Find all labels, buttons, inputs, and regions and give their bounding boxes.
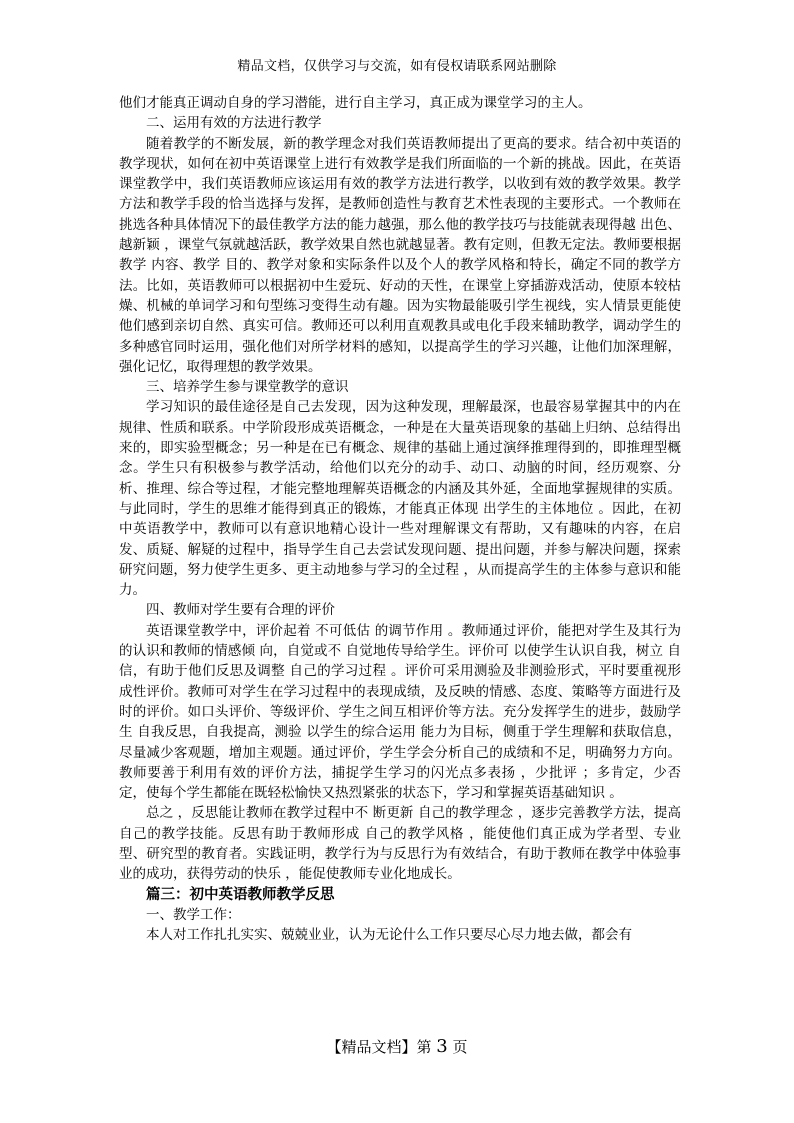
paragraph: 他们才能真正调动自身的学习潜能，进行自主学习，真正成为课堂学习的主人。 <box>119 95 592 111</box>
paragraph: 随着教学的不断发展，新的教学理念对我们英语教师提出了更高的要求。结合初中英语的教学现状，如何在初中英语课堂上进行有效教学是我们所面临的一个新的挑战。因此，在英语课堂教学中，我们英语教师应该运用有效的教学方法进行教学，以收到有效的教学效果。教学方法和教学手段的恰当选择与发挥，是教师创造性与教育艺术性表现的主要形式。一个教师在挑选各种具体情况下的最佳教学方法的能力越强，那么他的教学技巧与技能就表现得越 出色、越新颖 ，课堂气氛就越活跃，教学效果自然也就越显著。教有定则，但教无定法。教师要根据教学 内容、教学 目的、教学对象和实际条件以及个人的教学风格和特长，确定不同的教学方法。比如，英语教师可以根据初中生爱玩、好动的天性，在课堂上穿插游戏活动，使原本较枯燥、机械的单词学习和句型练习变得生动有趣。因为实物最能吸引学生视线，实人情景更能使他们感到亲切自然、真实可信。教师还可以利用直观教具或电化手段来辅助教学，调动学生的多种感官同时运用，强化他们对所学材料的感知，以提高学生的学习兴趣，让他们加深理解，强化记忆，取得理想的教学效果。 <box>119 135 681 375</box>
document-body <box>119 93 681 945</box>
section-heading: 一、教学工作： <box>146 906 241 923</box>
section-heading: 四、教师对学生要有合理的评价 <box>146 602 335 619</box>
paragraph: 学习知识的最佳途径是自己去发现，因为这种发现，理解最深，也最容易掌握其中的内在规律、性质和联系。中学阶段形成英语概念，一种是在大量英语现象的基础上归纳、总结得出来的，即实验型概念；另一种是在已有概念、规律的基础上通过演绎推理得到的，即推理型概念。学生只有积极参与教学活动，给他们以充分的动手、动口、动脑的时间，经历观察、分析、推理、综合等过程，才能完整地理解英语概念的内涵及其外延，全面地掌握规律的实质。与此同时，学生的思维才能得到真正的锻炼，才能真正体现 出学生的主体地位 。因此，在初中英语教学中，教师可以有意识地精心设计一些对理解课文有帮助，又有趣味的内容，在启发、质疑、解疑的过程中，指导学生自己去尝试发现问题、提出问题，并参与解决问题，探索研究问题，努力使学生更多、更主动地参与学习的全过程 ，从而提高学生的主体参与意识和能力。 <box>119 399 681 599</box>
page-number: 3 <box>436 1036 448 1057</box>
paragraph: 本人对工作扎扎实实、兢兢业业，认为无论什么工作只要尽心尽力地去做，都会有 <box>146 926 632 943</box>
footer-label: 【精品文档】第 <box>326 1038 432 1056</box>
section-heading: 三、培养学生参与课堂教学的意识 <box>146 379 349 396</box>
footer-suffix: 页 <box>452 1038 468 1056</box>
section-heading: 二、运用有效的方法进行教学 <box>146 115 322 132</box>
page-header-note: 精品文档，仅供学习与交流，如有侵权请联系网站删除 <box>237 59 557 74</box>
paragraph: 英语课堂教学中，评价起着 不可低估 的调节作用 。教师通过评价，能把对学生及其行为的认识和教师的情感倾 向，自觉或不 自觉地传导给学生。评价可 以使学生认识自我，树立 自信，有助于他们反思及调整 自己的学习过程 。评价可采用测验及非测验形式，平时要重视形成性评价。教师可对学生在学习过程中的表现成绩，及反映的情感、态度、策略等方面进行及时的评价。如口头评价、等级评价、学生之间互相评价等方法。充分发挥学生的进步，鼓励学生 自我反思，自我提高，测验 以学生的综合运用 能力为目标，侧重于学生理解和获取信息，尽量减少客观题，增加主观题。通过评价，学生学会分析自己的成绩和不足，明确努力方向。教师要善于利用有效的评价方法，捕捉学生学习的闪光点多表扬 ，少批评 ；多肯定，少否定，使每个学生都能在既轻松愉快又热烈紧张的状态下，学习和掌握英语基础知识 。 <box>119 622 681 802</box>
article-title: 篇三：初中英语教师教学反思 <box>146 885 335 903</box>
paragraph: 总之 ，反思能让教师在教学过程中不 断更新 自己的教学理念 ，逐步完善教学方法，提高自己的教学技能。反思有助于教师形成 自己的教学风格 ，能使他们真正成为学者型、专业型、研究型的教育者。实践证明，教学行为与反思行为有效结合，有助于教师在教学中体验事业的成功，获得劳动的快乐 ，能促使教师专业化地成长。 <box>119 805 681 883</box>
page-footer <box>0 1037 794 1057</box>
